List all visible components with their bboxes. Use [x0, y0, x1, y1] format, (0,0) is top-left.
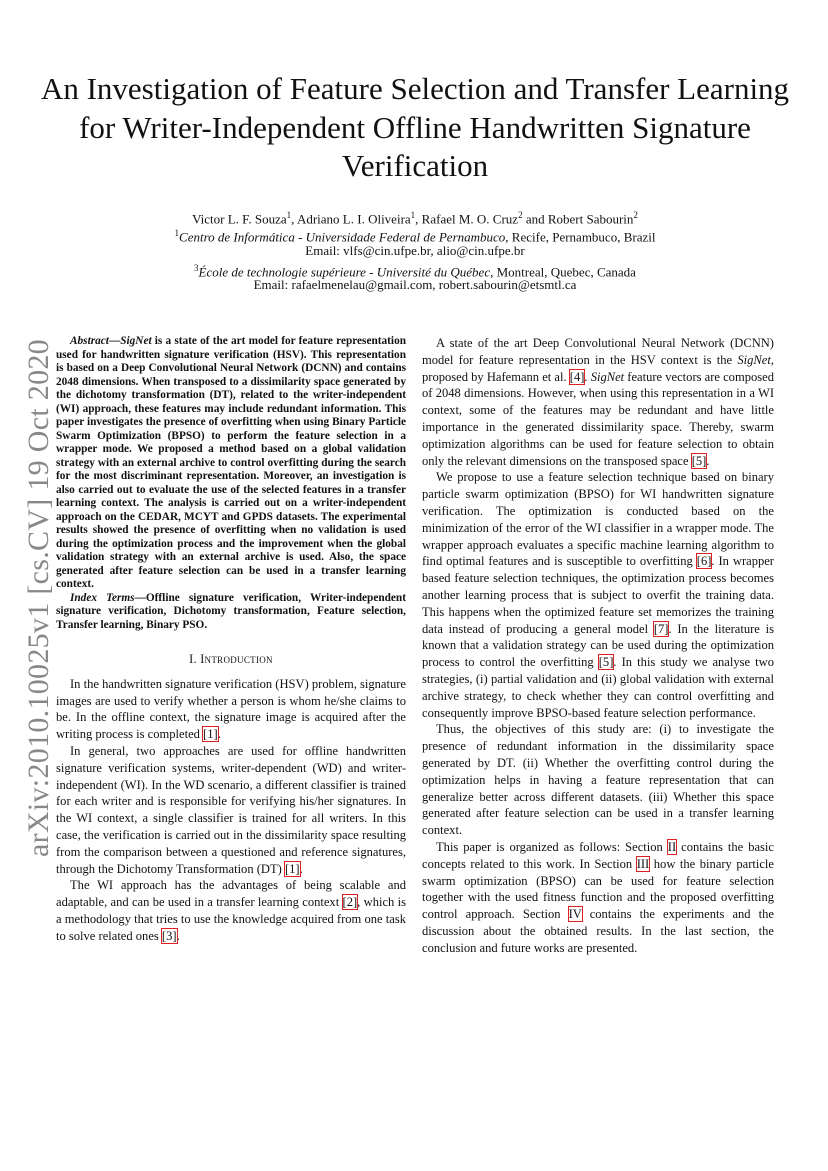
paragraph-text: This paper is organized as follows: Section [436, 839, 668, 854]
section-link[interactable]: III [636, 856, 650, 871]
paragraph-text: feature vectors are composed of 2048 dimensions. However, when using this representation in a WI context, some of the features may be redundant and have little importance in the generated dissimilarity space. Thereby, swarm optimization algorithms can be used for feature selection to obtain only the relevant dimensions on the transposed space [422, 369, 774, 468]
intro-paragraph-4 [422, 335, 774, 469]
affil-institution: École de technologie supérieure - Université du Québec [198, 264, 491, 280]
right-column [422, 335, 774, 956]
citation-link[interactable]: [6] [696, 554, 712, 569]
paragraph-text: . [584, 369, 591, 384]
citation-link[interactable]: [5] [691, 453, 707, 468]
intro-paragraph-7 [422, 839, 774, 957]
index-terms-label: Index Terms [70, 591, 135, 604]
paragraph-text: We propose to use a feature selection technique based on binary particle swarm optimization (BPSO) for WI handwritten signature verification. The optimization is conducted based on the minimization of the error of the WI classifier in a wrapper mode. The wrapper approach evaluates a specific machine learning algorithm to find optimal features and is susceptible to overfitting [422, 470, 774, 569]
paragraph-text: . [217, 727, 221, 742]
section-heading [56, 651, 406, 668]
abstract [56, 335, 406, 592]
email-2: Email: rafaelmenelau@gmail.com, robert.sabourin@etsmtl.ca [253, 277, 577, 292]
affil-institution: Centro de Informática - Universidade Federal de Pernambuco [179, 229, 506, 245]
author-name: Robert Sabourin [547, 211, 634, 227]
citation-link[interactable]: [1] [203, 727, 218, 742]
paragraph-text: , which is a methodology that tries to use the knowledge acquired from one task to solve related ones [56, 895, 406, 943]
affil-location: , Montreal, Quebec, Canada [490, 264, 636, 280]
paragraph-text: . In this study we analyse two strategies, (i) partial validation and (ii) global validation with external archive strategy, to check whether they can control overfitting and consequently improve BPSO-based feature selection performance. [422, 655, 774, 720]
intro-paragraph-1 [56, 676, 406, 743]
citation-link[interactable]: [3] [161, 928, 177, 943]
abstract-text: is a state of the art model for feature representation used for handwritten signature verification (HSV). This representation is based on a Deep Convolutional Neural Network (DCNN) and contains 2048 dimensions. When transposed to a dissimilarity space generated by the dichotomy transformation (DT), related to the writer-independent (WI) approach, these features may include redundant information. This paper investigates the presence of overfitting when using Binary Particle Swarm Optimization (BPSO) to perform the feature selection in a wrapper mode. We proposed a method based on a global validation strategy with an external archive to control overfitting during the search for the most discriminant representation. Moreover, an investigation is also carried out to evaluate the use of the selected features in a transfer learning context. The analysis is carried out on a writer-independent approach on the CEDAR, MCYT and GPDS datasets. The experimental results showed the presence of overfitting when no validation is used during the optimization process and the improvement when the global validation strategy with an external archive is used. Also, the space generated after feature selection can be used in a transfer learning context. [56, 335, 406, 590]
signet-term: SigNet [590, 369, 625, 384]
author-name: Rafael M. O. Cruz [421, 211, 519, 227]
email-1: Email: vlfs@cin.ufpe.br, alio@cin.ufpe.br [305, 243, 525, 258]
signet-term: SigNet [737, 352, 771, 367]
citation-link[interactable]: [1] [284, 861, 300, 876]
index-terms-dash: — [134, 591, 146, 604]
section-number: I. [189, 652, 201, 666]
section-link[interactable]: II [667, 839, 677, 854]
paragraph-text: . In wrapper based feature selection techniques, the optimization process becomes another learning process that is subject to overfit the training data. This happens when the optimized feature set memorizes the training data instead of producing a general model [422, 554, 774, 636]
author-separator: and [522, 211, 548, 227]
paragraph-text: . [176, 928, 180, 943]
section-title: Introduction [200, 652, 273, 666]
intro-paragraph-5 [422, 469, 774, 721]
affil-mark: 3 [194, 263, 199, 273]
citation-link[interactable]: [7] [653, 621, 669, 636]
author-affil-mark: 1 [286, 210, 292, 220]
author-affil-mark: 2 [518, 210, 523, 220]
index-terms-text: Offline signature verification, Writer-independent signature verification, Dichotomy transformation, Feature selection, Transfer learning, Binary PSO. [56, 591, 406, 631]
citation-link[interactable]: [4] [569, 369, 585, 384]
citation-link[interactable]: [5] [598, 655, 614, 670]
abstract-dash: — [108, 335, 121, 347]
paragraph-text: In general, two approaches are used for offline handwritten signature verification systems, writer-dependent (WD) and writer-independent (WI). In the WD scenario, a different classifier is trained for each writer and is responsible for verifying his/her signatures. In the WI context, a single classifier is trained for all writers. In this case, the verification is carried out in the dissimilarity space resulting from the comparison between a questioned and reference signatures, through the Dichotomy Transformation (DT) [56, 743, 406, 876]
paragraph-text: how the binary particle swarm optimization (BPSO) can be used for feature selection together with the used fitness function and the proposed overfitting control approach. Section [422, 856, 774, 922]
paragraph-text: contains the basic concepts related to this work. In Section [422, 839, 774, 871]
intro-paragraph-2 [56, 743, 406, 877]
author-affil-mark: 2 [633, 210, 638, 220]
author-affil-mark: 1 [410, 210, 416, 220]
paragraph-text: A state of the art Deep Convolutional Neural Network (DCNN) model for feature representation in the HSV context is the [422, 336, 774, 367]
citation-link[interactable]: [2] [342, 895, 358, 910]
author-name: Victor L. F. Souza [192, 211, 287, 227]
section-link[interactable]: IV [568, 907, 582, 922]
abstract-signet: SigNet [120, 335, 152, 347]
affil-location: , Recife, Pernambuco, Brazil [505, 229, 656, 245]
paragraph-text: . In the literature is known that a validation strategy can be used during the optimization process to control the overfitting [422, 621, 774, 670]
paragraph-text: The WI approach has the advantages of being scalable and adaptable, and can be used in a transfer learning context [56, 878, 406, 910]
abstract-label: Abstract [70, 335, 109, 347]
paragraph-text: . [706, 453, 710, 468]
paragraph-text: In the handwritten signature verification (HSV) problem, signature images are used to verify whether a person is whom he/she claims to be. In the offline context, the signature image is acquired after the writing process is completed [56, 676, 406, 742]
left-column [56, 335, 406, 945]
paragraph-text: contains the experiments and the discussion about the obtained results. In the last section, the conclusion and future works are presented. [422, 907, 775, 955]
paper-title: An Investigation of Feature Selection and Transfer Learning for Writer-Independent Offline Handwritten Signature Verification [40, 71, 790, 183]
affil-mark: 1 [174, 228, 180, 238]
author-separator: , [415, 211, 422, 227]
paragraph-text: , proposed by Hafemann et al. [422, 352, 774, 384]
intro-paragraph-6: Thus, the objectives of this study are: (i) to investigate the presence of redundant information in the dissimilarity space generated by DT. (ii) Whether the overfitting control during the optimization helps in having a feature representation that can generalize better across different datasets. (iii) Whether this space generated after feature selection can be used in a transfer learning context. [422, 722, 774, 838]
index-terms [56, 592, 406, 633]
arxiv-stamp: arXiv:2010.10025v1 [cs.CV] 19 Oct 2020 [22, 339, 55, 858]
paragraph-text: . [299, 861, 303, 876]
intro-paragraph-3 [56, 877, 406, 944]
author-name: Adriano L. I. Oliveira [296, 211, 411, 227]
author-separator: , [291, 211, 297, 227]
